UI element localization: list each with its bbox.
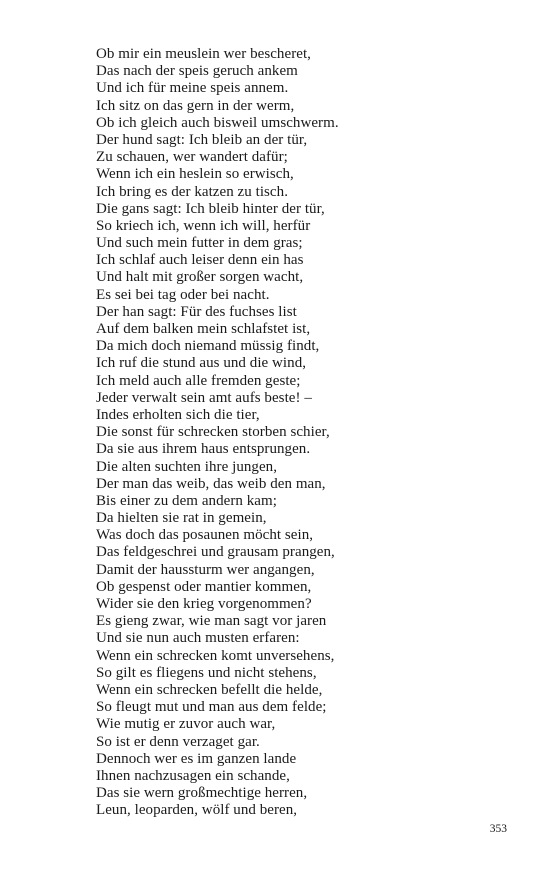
poem-line: Was doch das posaunen möcht sein, [96, 527, 314, 544]
page-number: 353 [489, 823, 507, 835]
poem-line: Und ich für meine speis annem. [96, 80, 289, 97]
poem-line: Bis einer zu dem andern kam; [96, 492, 277, 509]
poem-line: So kriech ich, wenn ich will, herfür [96, 217, 311, 234]
poem-line: Da mich doch niemand müssig findt, [96, 338, 320, 355]
poem-line: Damit der haussturm wer angangen, [96, 561, 315, 578]
poem-line: Der man das weib, das weib den man, [96, 475, 326, 492]
poem-line: Es sei bei tag oder bei nacht. [96, 286, 270, 303]
poem-line: So ist er denn verzaget gar. [96, 733, 260, 750]
poem-line: Ich schlaf auch leiser denn ein has [96, 252, 304, 269]
poem-line: Das sie wern großmechtige herren, [96, 785, 308, 802]
poem-line: Wenn ein schrecken komt unversehens, [96, 647, 335, 664]
poem-line: Die alten suchten ihre jungen, [96, 458, 278, 475]
poem-line: Ich bring es der katzen zu tisch. [96, 183, 288, 200]
poem-line: Ob ich gleich auch bisweil umschwerm. [96, 114, 339, 131]
poem-line: Der hund sagt: Ich bleib an der tür, [96, 131, 308, 148]
poem-line: Die sonst für schrecken storben schier, [96, 424, 330, 441]
poem-line: Und such mein futter in dem gras; [96, 235, 303, 252]
poem-line: Zu schauen, wer wandert dafür; [96, 149, 288, 166]
poem-line: Da sie aus ihrem haus entsprungen. [96, 441, 311, 458]
poem-line: Und halt mit großer sorgen wacht, [96, 269, 304, 286]
poem-line: Wider sie den krieg vorgenommen? [96, 596, 312, 612]
poem-line: Dennoch wer es im ganzen lande [96, 750, 297, 767]
poem-text [96, 46, 516, 819]
poem-line: Die gans sagt: Ich bleib hinter der tür, [96, 200, 325, 217]
poem-line: Das nach der speis geruch ankem [96, 63, 298, 80]
poem-line: Ich sitz on das gern in der werm, [96, 97, 295, 114]
poem-line: Jeder verwalt sein amt aufs beste! – [96, 389, 312, 406]
poem-line: Da hielten sie rat in gemein, [96, 510, 267, 527]
poem-line: Leun, leoparden, wölf und beren, [96, 802, 298, 819]
poem-line: Ob gespenst oder mantier kommen, [96, 578, 312, 595]
poem-line: So gilt es fliegens und nicht stehens, [96, 664, 317, 681]
poem-line: Das feldgeschrei und grausam prangen, [96, 544, 335, 561]
poem-line: Ich meld auch alle fremden geste; [96, 372, 301, 389]
poem-line: Wenn ein schrecken befellt die helde, [96, 681, 323, 698]
poem-line: Ob mir ein meuslein wer bescheret, [96, 46, 311, 62]
poem-line: Auf dem balken mein schlafstet ist, [96, 321, 311, 337]
poem-line: Ihnen nachzusagen ein schande, [96, 767, 290, 784]
poem-line: Der han sagt: Für des fuchses list [96, 303, 297, 320]
poem-line: Wenn ich ein heslein so erwisch, [96, 166, 294, 183]
poem-line: Indes erholten sich die tier, [96, 406, 260, 423]
poem-line: Und sie nun auch musten erfaren: [96, 630, 300, 647]
poem-line: Wie mutig er zuvor auch war, [96, 716, 276, 733]
poem-line: Ich ruf die stund aus und die wind, [96, 355, 307, 372]
poem-line: So fleugt mut und man aus dem felde; [96, 699, 327, 716]
poem-line: Es gieng zwar, wie man sagt vor jaren [96, 613, 327, 630]
